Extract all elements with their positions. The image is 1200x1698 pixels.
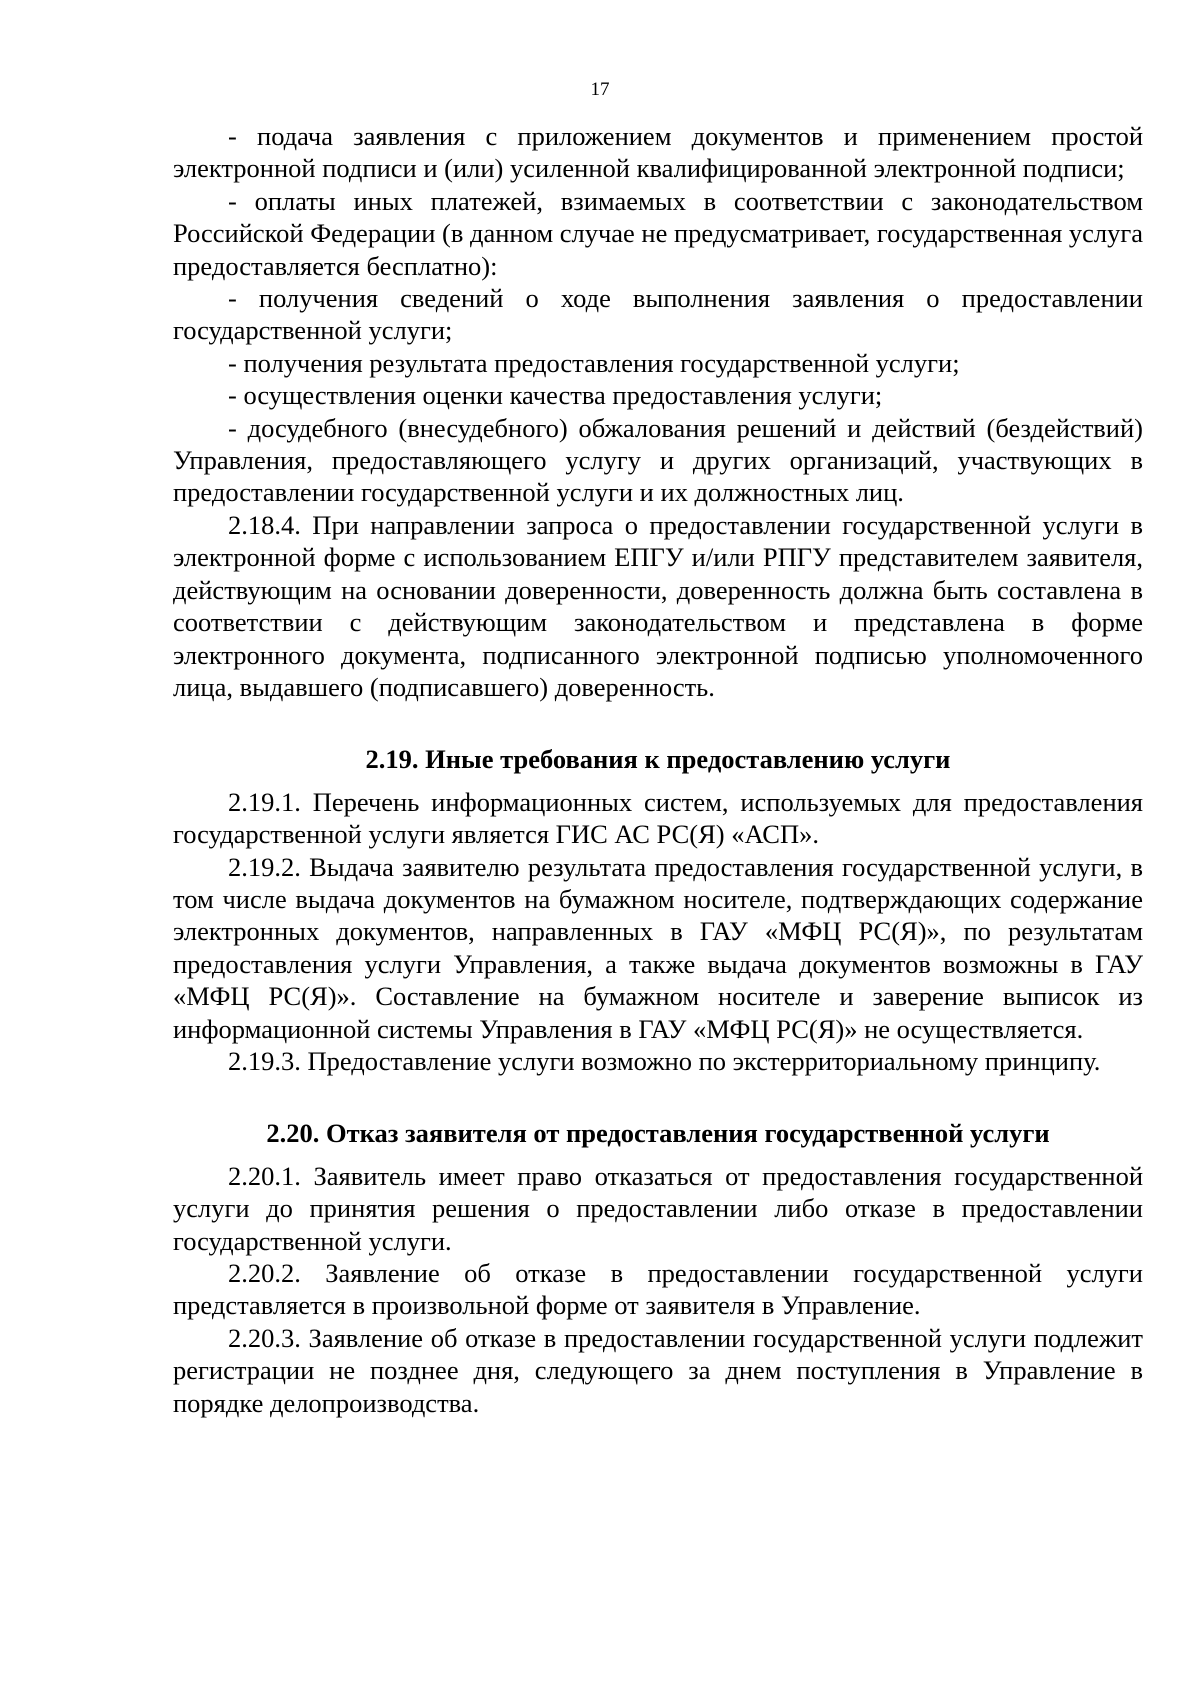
list-item-payments: - оплаты иных платежей, взимаемых в соответствии с законодательством Российской Федерации (в данном случае не предусматривает, государственная услуга предоставляется бесплатно):	[173, 185, 1143, 281]
document-body	[173, 120, 1143, 1419]
page-number: 17	[590, 79, 610, 100]
list-item-status-info: - получения сведений о ходе выполнения заявления о предоставлении государственной услуги;	[173, 283, 1143, 346]
paragraph-2-19-3: 2.19.3. Предоставление услуги возможно по экстерриториальному принципу.	[228, 1045, 1101, 1076]
section-heading-2-20: 2.20. Отказ заявителя от предоставления государственной услуги	[266, 1118, 1050, 1149]
paragraph-2-20-1: 2.20.1. Заявитель имеет право отказаться от предоставления государственной услуги до принятия решения о предоставлении либо отказе в предоставлении государственной услуги.	[173, 1160, 1143, 1256]
list-item-result: - получения результата предоставления государственной услуги;	[228, 347, 960, 378]
paragraph-2-20-3: 2.20.3. Заявление об отказе в предоставлении государственной услуги подлежит регистрации не позднее дня, следующего за днем поступления в Управление в порядке делопроизводства.	[173, 1322, 1143, 1418]
paragraph-2-20-2: 2.20.2. Заявление об отказе в предоставлении государственной услуги представляется в произвольной форме от заявителя в Управление.	[173, 1258, 1143, 1321]
list-item-quality-assessment: - осуществления оценки качества предоставления услуги;	[228, 380, 883, 411]
list-item-appeal: - досудебного (внесудебного) обжалования решений и действий (бездействий) Управления, предоставляющего услугу и других организаций, участвующих в предоставлении государственной услуги и их должностных лиц.	[173, 412, 1143, 508]
paragraph-2-18-4: 2.18.4. При направлении запроса о предоставлении государственной услуги в электронной форме с использованием ЕПГУ и/или РПГУ представителем заявителя, действующим на основании доверенности, доверенность должна быть составлена в соответствии с действующим законодательством и представлена в форме электронного документа, подписанного электронной подписью уполномоченного лица, выдавшего (подписавшего) доверенность.	[173, 509, 1143, 702]
section-heading-2-19: 2.19. Иные требования к предоставлению услуги	[365, 744, 951, 775]
list-item-electronic-signature: - подача заявления с приложением документов и применением простой электронной подписи и (или) усиленной квалифицированной электронной подписи;	[173, 121, 1143, 184]
paragraph-2-19-2: 2.19.2. Выдача заявителю результата предоставления государственной услуги, в том числе выдача документов на бумажном носителе, подтверждающих содержание электронных документов, направленных в ГАУ «МФЦ РС(Я)», по результатам предоставления услуги Управления, а также выдача документов возможны в ГАУ «МФЦ РС(Я)». Составление на бумажном носителе и заверение выписок из информационной системы Управления в ГАУ «МФЦ РС(Я)» не осуществляется.	[173, 851, 1143, 1044]
paragraph-2-19-1: 2.19.1. Перечень информационных систем, используемых для предоставления государственной услуги является ГИС АС РС(Я) «АСП».	[173, 786, 1143, 850]
